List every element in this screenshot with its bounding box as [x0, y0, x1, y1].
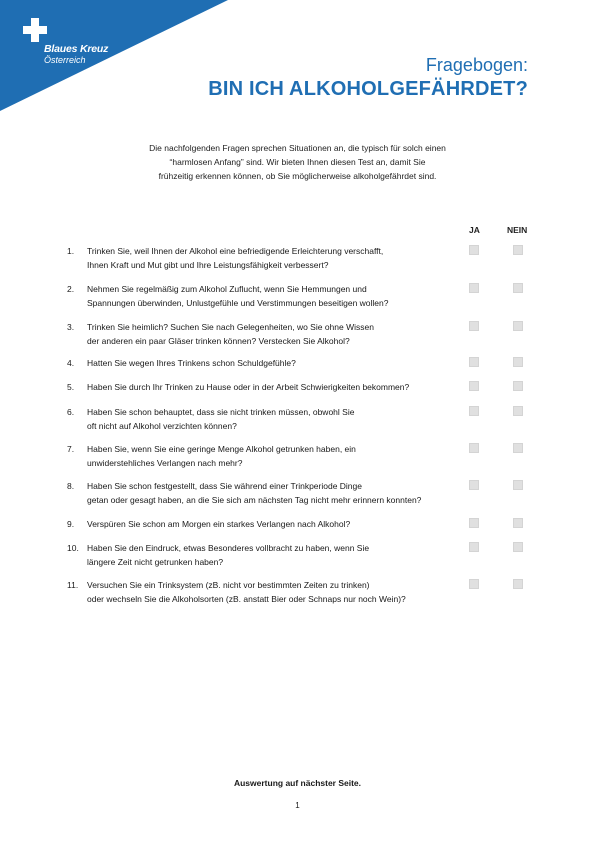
checkbox-yes[interactable] — [469, 406, 479, 416]
question-text-line: Nehmen Sie regelmäßig zum Alkohol Zuflucht, wenn Sie Hemmungen und — [87, 284, 367, 294]
checkbox-no[interactable] — [513, 357, 523, 367]
checkbox-yes[interactable] — [469, 542, 479, 552]
intro-line: “harmlosen Anfang” sind. Wir bieten Ihnen diesen Test an, damit Sie — [169, 157, 426, 167]
question-number: 5. — [67, 382, 75, 392]
question-text-line: oder wechseln Sie die Alkoholsorten (zB. anstatt Bier oder Schnaps nur noch Wein)? — [87, 594, 406, 604]
question-text — [87, 442, 356, 470]
question-number: 3. — [67, 322, 75, 332]
question-text-line: der anderen ein paar Gläser trinken können? Verstecken Sie Alkohol? — [87, 336, 350, 346]
checkbox-yes[interactable] — [469, 381, 479, 391]
question-text-line: Versuchen Sie ein Trinksystem (zB. nicht vor bestimmten Zeiten zu trinken) — [87, 580, 370, 590]
question-number: 8. — [67, 481, 75, 491]
question-text — [87, 578, 406, 606]
question-text — [87, 479, 421, 507]
question-text — [87, 380, 409, 394]
checkbox-no[interactable] — [513, 579, 523, 589]
intro-line: Die nachfolgenden Fragen sprechen Situationen an, die typisch für solch einen — [149, 143, 446, 153]
checkbox-no[interactable] — [513, 321, 523, 331]
checkbox-no[interactable] — [513, 381, 523, 391]
brand-name: Blaues Kreuz — [44, 43, 109, 55]
question-text — [87, 517, 350, 531]
question-text-line: getan oder gesagt haben, an die Sie sich am nächsten Tag nicht mehr erinnern konnten? — [87, 495, 422, 505]
question-number: 4. — [67, 358, 75, 368]
question-number: 2. — [67, 284, 75, 294]
question-text-line: Haben Sie, wenn Sie eine geringe Menge Alkohol getrunken haben, ein — [87, 444, 356, 454]
checkbox-yes[interactable] — [469, 443, 479, 453]
question-text-line: längere Zeit nicht getrunken haben? — [87, 557, 224, 567]
question-number: 10. — [67, 543, 79, 553]
checkbox-no[interactable] — [513, 443, 523, 453]
question-number: 11. — [67, 580, 79, 590]
question-text-line: unwiderstehliches Verlangen nach mehr? — [87, 458, 243, 468]
question-text-line: Trinken Sie, weil Ihnen der Alkohol eine befriedigende Erleichterung verschafft, — [87, 246, 384, 256]
question-text-line: oft nicht auf Alkohol verzichten können? — [87, 421, 237, 431]
checkbox-no[interactable] — [513, 245, 523, 255]
intro-line: frühzeitig erkennen können, ob Sie möglicherweise alkoholgefährdet sind. — [158, 171, 437, 181]
brand-country: Österreich — [44, 55, 86, 65]
question-text-line: Haben Sie schon festgestellt, dass Sie während einer Trinkperiode Dinge — [87, 481, 362, 491]
question-number: 7. — [67, 444, 75, 454]
question-text — [87, 405, 354, 433]
question-text-line: Haben Sie durch Ihr Trinken zu Hause oder in der Arbeit Schwierigkeiten bekommen? — [87, 382, 410, 392]
question-text — [87, 356, 296, 370]
question-text — [87, 244, 383, 272]
page-title: BIN ICH ALKOHOLGEFÄHRDET? — [208, 78, 528, 100]
checkbox-yes[interactable] — [469, 321, 479, 331]
question-text — [87, 320, 374, 348]
checkbox-no[interactable] — [513, 406, 523, 416]
question-text — [87, 282, 389, 310]
intro-text — [95, 141, 500, 183]
question-text-line: Haben Sie den Eindruck, etwas Besonderes vollbracht zu haben, wenn Sie — [87, 543, 370, 553]
checkbox-no[interactable] — [513, 518, 523, 528]
footer-note: Auswertung auf nächster Seite. — [233, 778, 362, 788]
checkbox-no[interactable] — [513, 542, 523, 552]
checkbox-yes[interactable] — [469, 245, 479, 255]
question-number: 1. — [67, 246, 75, 256]
page-subtitle: Fragebogen: — [425, 55, 528, 75]
checkbox-yes[interactable] — [469, 283, 479, 293]
question-text — [87, 541, 369, 569]
question-text-line: Spannungen überwinden, Unlustgefühle und Verstimmungen beseitigen wollen? — [87, 298, 389, 308]
checkbox-no[interactable] — [513, 480, 523, 490]
question-text-line: Hatten Sie wegen Ihres Trinkens schon Schuldgefühle? — [87, 358, 296, 368]
column-header-no: NEIN — [507, 225, 528, 235]
question-text-line: Verspüren Sie schon am Morgen ein starkes Verlangen nach Alkohol? — [87, 519, 351, 529]
brand-corner-banner — [0, 0, 230, 112]
question-text-line: Ihnen Kraft und Mut gibt und Ihre Leistungsfähigkeit verbessert? — [87, 260, 329, 270]
checkbox-yes[interactable] — [469, 480, 479, 490]
checkbox-yes[interactable] — [469, 518, 479, 528]
checkbox-no[interactable] — [513, 283, 523, 293]
question-text-line: Haben Sie schon behauptet, dass sie nicht trinken müssen, obwohl Sie — [87, 407, 355, 417]
checkbox-yes[interactable] — [469, 357, 479, 367]
checkbox-yes[interactable] — [469, 579, 479, 589]
question-number: 9. — [67, 519, 75, 529]
page-number: 1 — [295, 801, 300, 810]
column-header-yes: JA — [469, 225, 480, 235]
question-text-line: Trinken Sie heimlich? Suchen Sie nach Gelegenheiten, wo Sie ohne Wissen — [87, 322, 374, 332]
question-number: 6. — [67, 407, 75, 417]
